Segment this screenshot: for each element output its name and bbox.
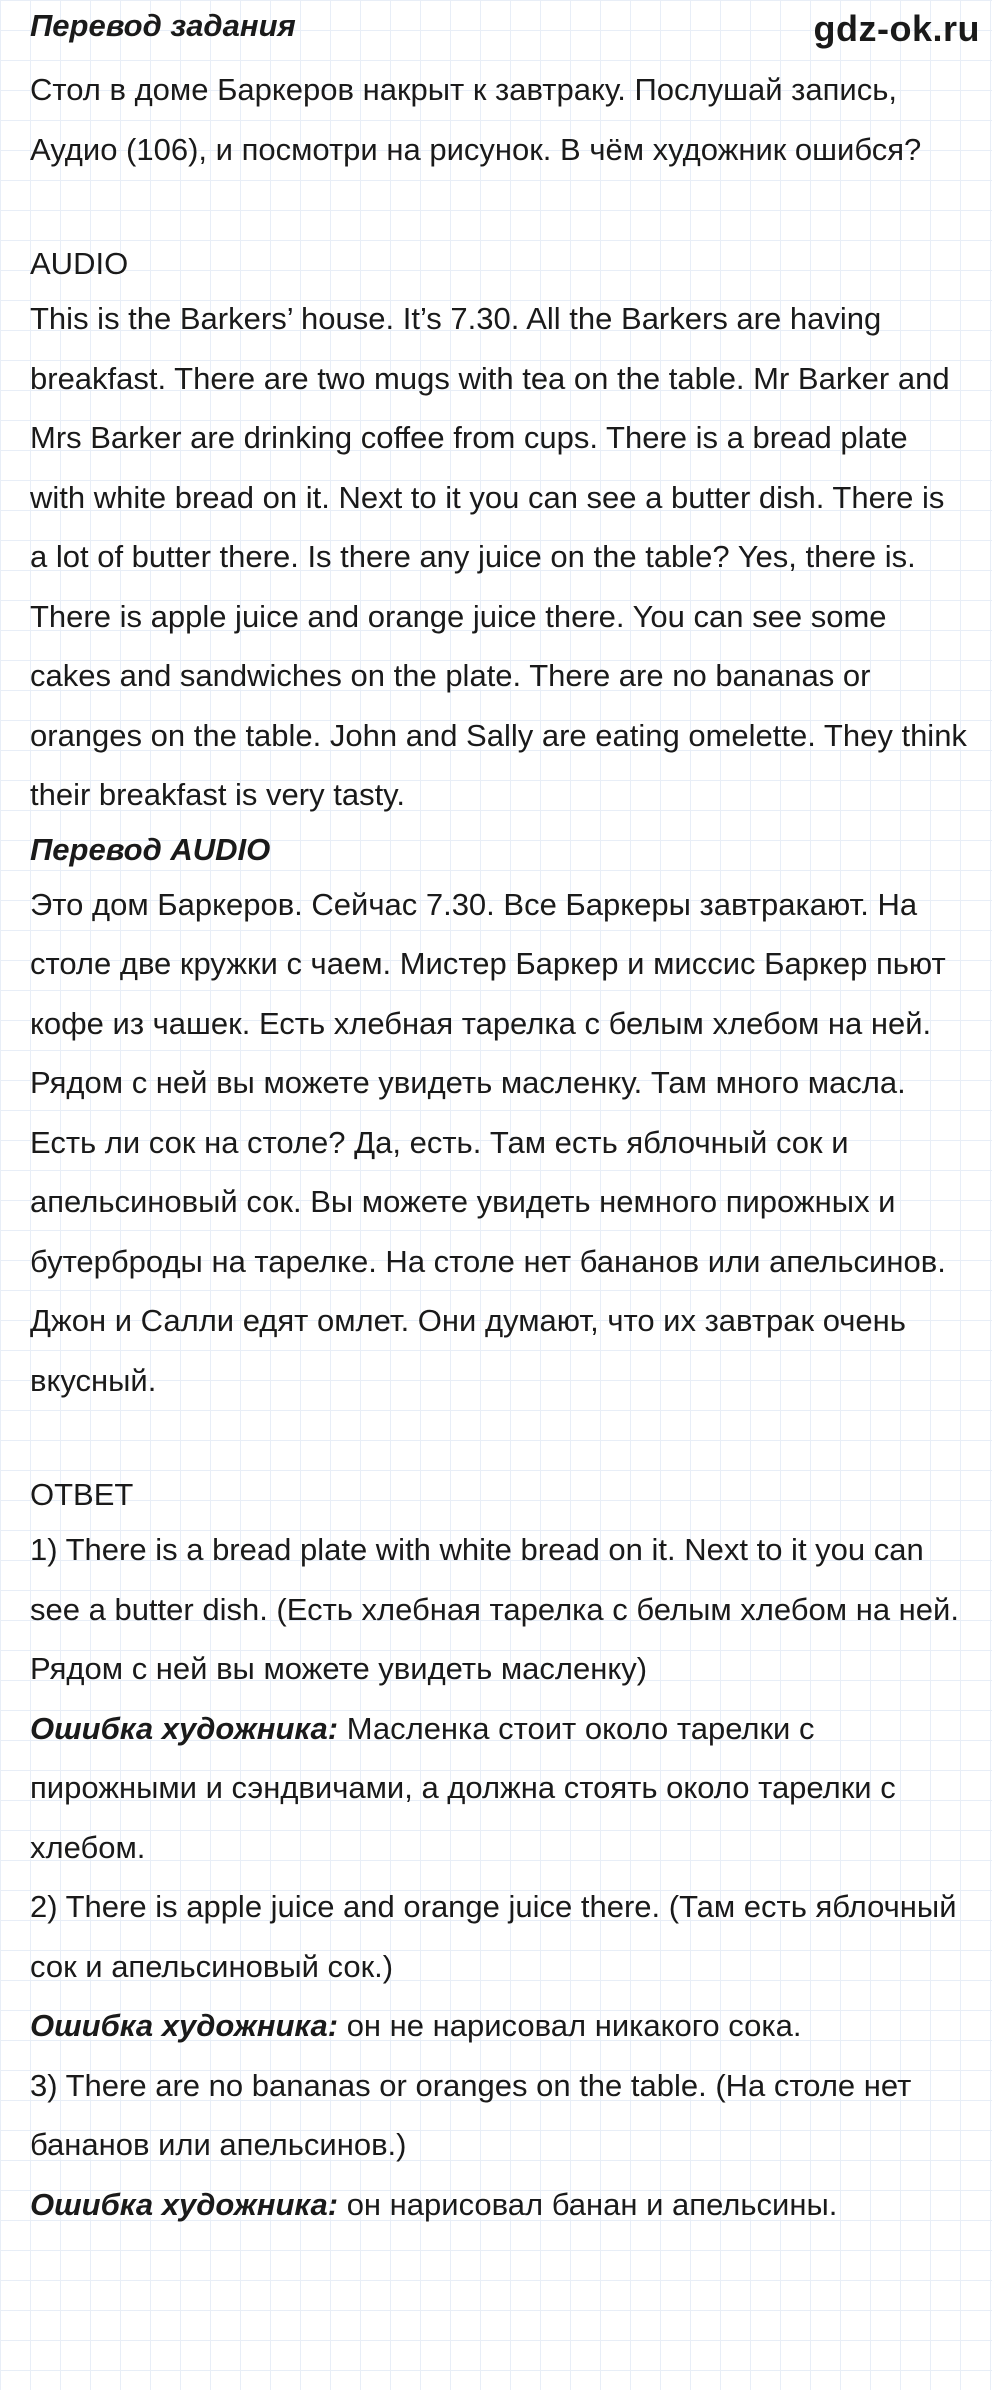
answer-item-2-statement: 2) There is apple juice and orange juice there. (Там есть яблочный сок и апельсиновый сок.) bbox=[30, 1889, 957, 1984]
answer-heading: ОТВЕТ bbox=[30, 1477, 134, 1512]
audio-text: This is the Barkers’ house. It’s 7.30. All the Barkers are having breakfast. There are two mugs with tea on the table. Mr Barker and Mrs Barker are drinking coffee from cups. There is a bread plate with white bread on it. Next to it you can see a butter dish. There is a lot of butter there. Is there any juice on the table? Yes, there is. There is apple juice and orange juice there. You can see some cakes and sandwiches on the plate. There are no bananas or oranges on the table. John and Sally are eating omelette. They think their breakfast is very tasty. bbox=[30, 301, 967, 812]
error-label: Ошибка художника: bbox=[30, 2008, 339, 2043]
content bbox=[30, 60, 970, 2234]
answer-item-3-error bbox=[30, 2175, 970, 2235]
error-text: Масленка стоит около тарелки с пирожными и сэндвичами, а должна стоять около тарелки с хлебом. bbox=[30, 1710, 896, 1865]
audio-translation-heading: Перевод AUDIO bbox=[30, 831, 271, 867]
task-heading: Перевод задания bbox=[30, 8, 296, 43]
answer-item-2-error bbox=[30, 1996, 970, 2056]
answer-item-1-statement: 1) There is a bread plate with white bread on it. Next to it you can see a butter dish. (Есть хлебная тарелка с белым хлебом на ней. Рядом с ней вы можете увидеть масленку) bbox=[30, 1532, 959, 1686]
audio-heading: AUDIO bbox=[30, 246, 129, 281]
answer-item-1-error bbox=[30, 1699, 970, 1878]
error-text: он нарисовал банан и апельсины. bbox=[346, 2186, 838, 2222]
error-label: Ошибка художника: bbox=[30, 1710, 339, 1746]
task-text: Стол в доме Баркеров накрыт к завтраку. Послушай запись, Аудио (106), и посмотри на рисунок. В чём художник ошибся? bbox=[30, 72, 922, 167]
audio-translation-text: Это дом Баркеров. Сейчас 7.30. Все Баркеры завтракают. На столе две кружки с чаем. Мистер Баркер и миссис Баркер пьют кофе из чашек. Есть хлебная тарелка с белым хлебом на ней. Рядом с ней вы можете увидеть масленку. Там много масла. Есть ли сок на столе? Да, есть. Там есть яблочный сок и апельсиновый сок. Вы можете увидеть немного пирожных и бутерброды на тарелке. На столе нет бананов или апельсинов. Джон и Салли едят омлет. Они думают, что их завтрак очень вкусный. bbox=[30, 886, 946, 1398]
spacer bbox=[30, 179, 970, 239]
answer-item-3-statement: 3) There are no bananas or oranges on the table. (На столе нет бананов или апельсинов.) bbox=[30, 2067, 912, 2162]
error-label: Ошибка художника: bbox=[30, 2186, 339, 2222]
spacer bbox=[30, 1410, 970, 1470]
error-text: он не нарисовал никакого сока. bbox=[346, 2008, 802, 2043]
site-logo[interactable]: gdz-ok.ru bbox=[813, 8, 980, 49]
